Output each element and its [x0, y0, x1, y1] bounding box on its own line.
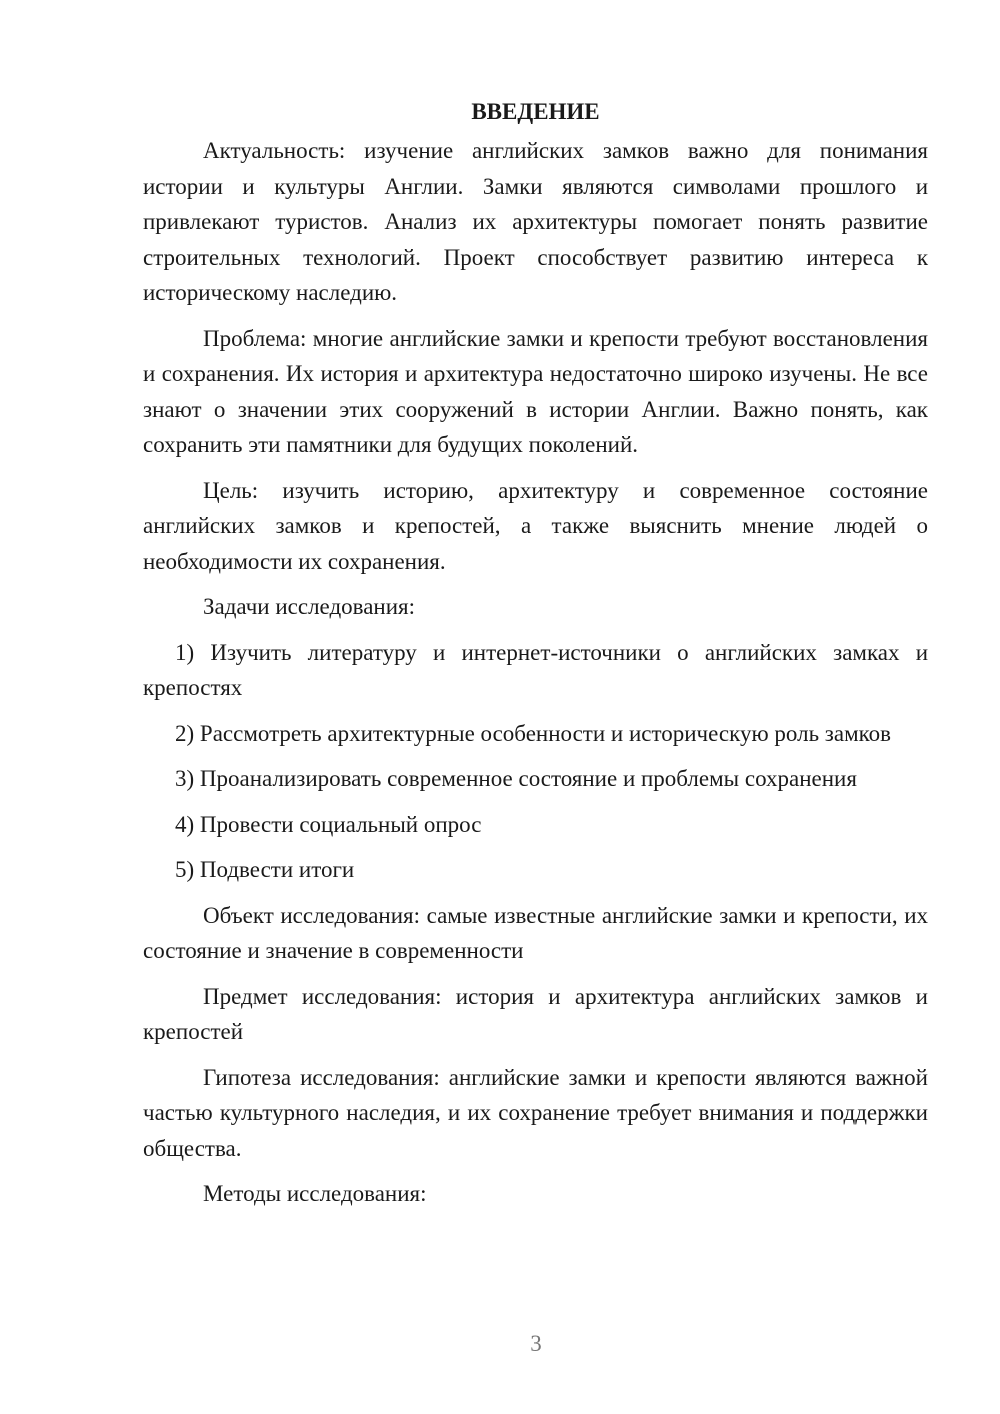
- task-list-item: 1) Изучить литературу и интернет-источники о английских замках и крепостях: [143, 639, 928, 700]
- paragraph-relevance: Актуальность: изучение английских замков важно для понимания истории и культуры Англии. Замки являются символами прошлого и привлекают туристов. Анализ их архитектуры помогает понять развитие строительных технологий. Проект способствует развитию интереса к историческому наследию.: [143, 138, 928, 305]
- page-title: ВВЕДЕНИЕ: [471, 99, 600, 124]
- paragraph-object: Объект исследования: самые известные английские замки и крепости, их состояние и значение в современности: [143, 902, 928, 963]
- page-content: [143, 94, 928, 1222]
- paragraph-goal: Цель: изучить историю, архитектуру и современное состояние английских замков и крепостей, а также выяснить мнение людей о необходимости их сохранения.: [143, 477, 928, 574]
- task-list-item: 5) Подвести итоги: [175, 857, 355, 882]
- paragraph-methods-heading: Методы исследования:: [203, 1181, 427, 1206]
- task-list-item: 2) Рассмотреть архитектурные особенности и историческую роль замков: [175, 720, 892, 746]
- paragraph-problem: Проблема: многие английские замки и крепости требуют восстановления и сохранения. Их история и архитектура недостаточно широко изучены. Не все знают о значении этих сооружений в истории Англии. Важно понять, как сохранить эти памятники для будущих поколений.: [143, 325, 928, 457]
- paragraph-tasks-heading: Задачи исследования:: [203, 594, 416, 619]
- page-number: 3: [530, 1331, 542, 1356]
- paragraph-subject: Предмет исследования: история и архитектура английских замков и крепостей: [143, 983, 928, 1044]
- paragraph-hypothesis: Гипотеза исследования: английские замки и крепости являются важной частью культурного наследия, и их сохранение требует внимания и поддержки общества.: [143, 1064, 928, 1161]
- task-list-item: 4) Провести социальный опрос: [175, 811, 482, 837]
- task-list-item: 3) Проанализировать современное состояние и проблемы сохранения: [175, 766, 857, 791]
